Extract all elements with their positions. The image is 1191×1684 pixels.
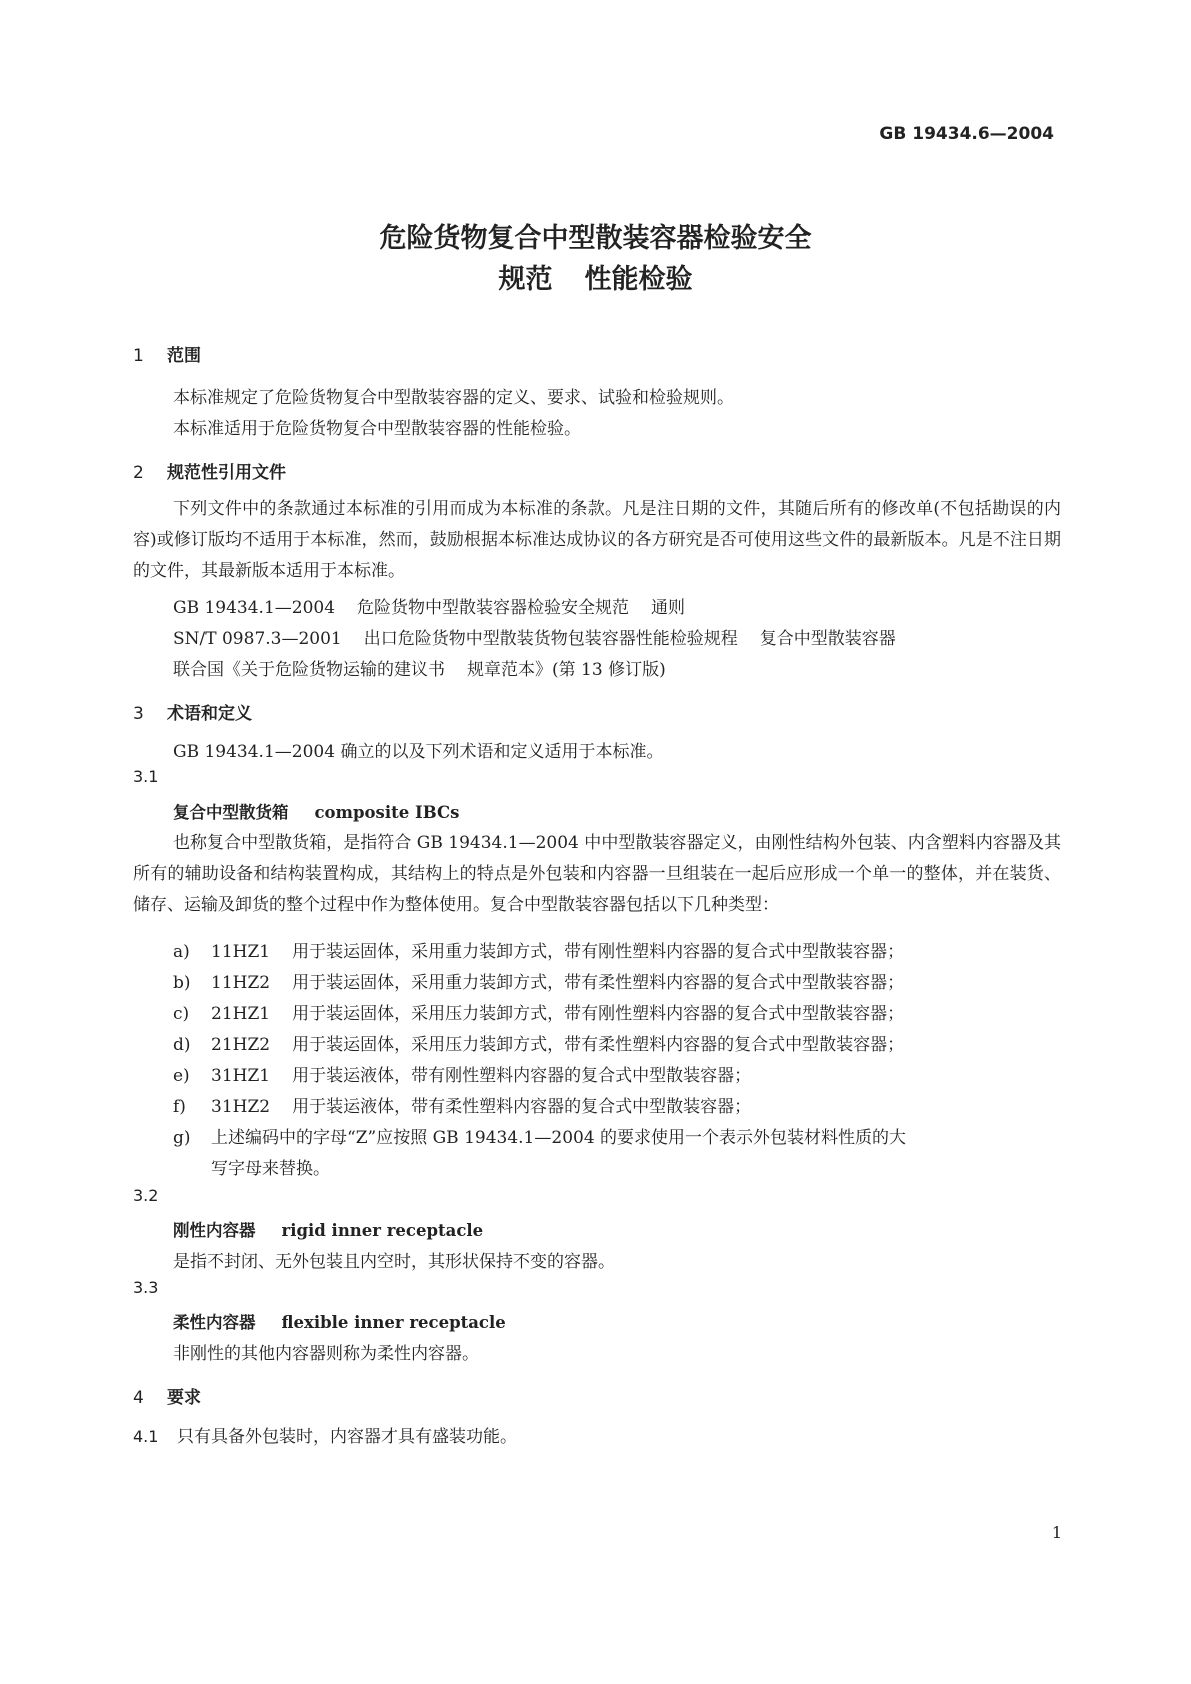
section-3-heading <box>133 699 252 724</box>
reference-subtitle: 复合中型散装容器 <box>759 629 896 649</box>
s1-paragraph-1: 本标准规定了危险货物复合中型散装容器的定义、要求、试验和检验规则。 <box>173 388 734 408</box>
term-heading <box>173 1217 483 1241</box>
reference-item <box>173 655 666 680</box>
item-text: 用于装运固体，采用重力装卸方式，带有刚性塑料内容器的复合式中型散装容器； <box>292 942 905 962</box>
t33-definition: 非刚性的其他内容器则称为柔性内容器。 <box>173 1344 479 1364</box>
section-title: 要求 <box>167 1388 201 1408</box>
term-en: rigid inner receptacle <box>281 1221 484 1240</box>
clause-number: 4.1 <box>133 1427 159 1446</box>
section-title: 范围 <box>167 346 201 366</box>
list-marker: g) <box>173 1128 191 1148</box>
list-item <box>173 968 904 993</box>
clause-number: 3.2 <box>133 1186 159 1205</box>
list-item <box>173 1092 751 1117</box>
list-marker: a) <box>173 942 190 962</box>
reference-code: GB 19434.1—2004 <box>173 598 336 618</box>
list-marker: d) <box>173 1035 191 1055</box>
clause-number: 3.3 <box>133 1278 159 1297</box>
clause-text: 只有具备外包装时，内容器才具有盛装功能。 <box>177 1427 517 1447</box>
item-text: 用于装运液体，带有柔性塑料内容器的复合式中型散装容器； <box>292 1097 752 1117</box>
item-text: 用于装运固体，采用压力装卸方式，带有刚性塑料内容器的复合式中型散装容器； <box>292 1004 905 1024</box>
list-item <box>173 999 904 1024</box>
t32-definition: 是指不封闭、无外包装且内空时，其形状保持不变的容器。 <box>173 1252 615 1272</box>
document-title-part-a: 规范 <box>498 264 553 295</box>
t31-definition: 也称复合中型散货箱，是指符合 GB 19434.1—2004 中中型散装容器定义，由刚性结构外包装、内含塑料内容器及其所有的辅助设备和结构装置构成，其结构上的特点是外包装和内容器一旦组装在一起后应形成一个单一的整体，并在装货、储存、运输及卸货的整个过程中作为整体使用。复合中型散装容器包括以下几种类型： <box>133 833 1061 915</box>
list-item <box>173 1061 751 1086</box>
term-cn: 柔性内容器 <box>173 1313 256 1332</box>
type-code: 21HZ1 <box>211 1004 271 1024</box>
section-4-heading <box>133 1383 201 1408</box>
section-title: 规范性引用文件 <box>167 463 286 483</box>
clause-4-1 <box>133 1422 517 1447</box>
section-title: 术语和定义 <box>167 704 252 724</box>
page-number: 1 <box>1051 1523 1062 1542</box>
term-heading <box>173 1309 506 1333</box>
reference-code: SN/T 0987.3—2001 <box>173 629 342 649</box>
reference-title: 危险货物中型散装容器检验安全规范 <box>357 598 630 618</box>
document-title-line1: 危险货物复合中型散装容器检验安全 <box>379 223 812 254</box>
item-text: 上述编码中的字母“Z”应按照 GB 19434.1—2004 的要求使用一个表示外包装材料性质的大 <box>211 1128 907 1148</box>
reference-item <box>173 624 896 649</box>
term-cn: 复合中型散货箱 <box>173 803 289 822</box>
s3-intro: GB 19434.1—2004 确立的以及下列术语和定义适用于本标准。 <box>173 742 664 762</box>
list-marker: b) <box>173 973 191 993</box>
reference-subtitle: 通则 <box>651 598 686 618</box>
list-item <box>173 1030 904 1055</box>
type-code: 21HZ2 <box>211 1035 271 1055</box>
s2-paragraph: 下列文件中的条款通过本标准的引用而成为本标准的条款。凡是注日期的文件，其随后所有的修改单(不包括勘误的内容)或修订版均不适用于本标准，然而，鼓励根据本标准达成协议的各方研究是否可使用这些文件的最新版本。凡是不注日期的文件，其最新版本适用于本标准。 <box>133 499 1061 581</box>
type-code: 31HZ2 <box>211 1097 271 1117</box>
type-code: 11HZ2 <box>211 973 271 993</box>
reference-title: 出口危险货物中型散装货物包装容器性能检验规程 <box>363 629 738 649</box>
section-2-heading <box>133 458 286 483</box>
list-marker: f) <box>173 1097 186 1117</box>
list-marker: e) <box>173 1066 190 1086</box>
section-number: 2 <box>133 463 144 483</box>
list-item-continuation: 写字母来替换。 <box>211 1159 330 1179</box>
reference-code: 联合国《关于危险货物运输的建议书 <box>173 660 445 680</box>
item-text: 用于装运液体，带有刚性塑料内容器的复合式中型散装容器； <box>292 1066 752 1086</box>
section-1-heading <box>133 341 201 366</box>
section-number: 4 <box>133 1388 144 1408</box>
term-en: composite IBCs <box>314 803 460 822</box>
section-number: 1 <box>133 346 144 366</box>
reference-item <box>173 593 685 618</box>
item-text: 用于装运固体，采用重力装卸方式，带有柔性塑料内容器的复合式中型散装容器； <box>292 973 905 993</box>
s1-paragraph-2: 本标准适用于危险货物复合中型散装容器的性能检验。 <box>173 419 581 439</box>
document-title-line2 <box>0 257 1191 296</box>
term-cn: 刚性内容器 <box>173 1221 256 1240</box>
term-en: flexible inner receptacle <box>281 1313 506 1332</box>
type-code: 11HZ1 <box>211 942 271 962</box>
list-marker: c) <box>173 1004 190 1024</box>
section-number: 3 <box>133 704 144 724</box>
list-item <box>173 937 904 962</box>
type-code: 31HZ1 <box>211 1066 271 1086</box>
term-heading <box>173 799 459 823</box>
reference-title: 规章范本》(第 13 修订版) <box>467 660 666 680</box>
document-title-part-b: 性能检验 <box>584 264 693 295</box>
clause-number: 3.1 <box>133 767 159 786</box>
list-item <box>173 1123 906 1148</box>
item-text: 用于装运固体，采用压力装卸方式，带有柔性塑料内容器的复合式中型散装容器； <box>292 1035 905 1055</box>
standard-number: GB 19434.6—2004 <box>879 124 1054 144</box>
